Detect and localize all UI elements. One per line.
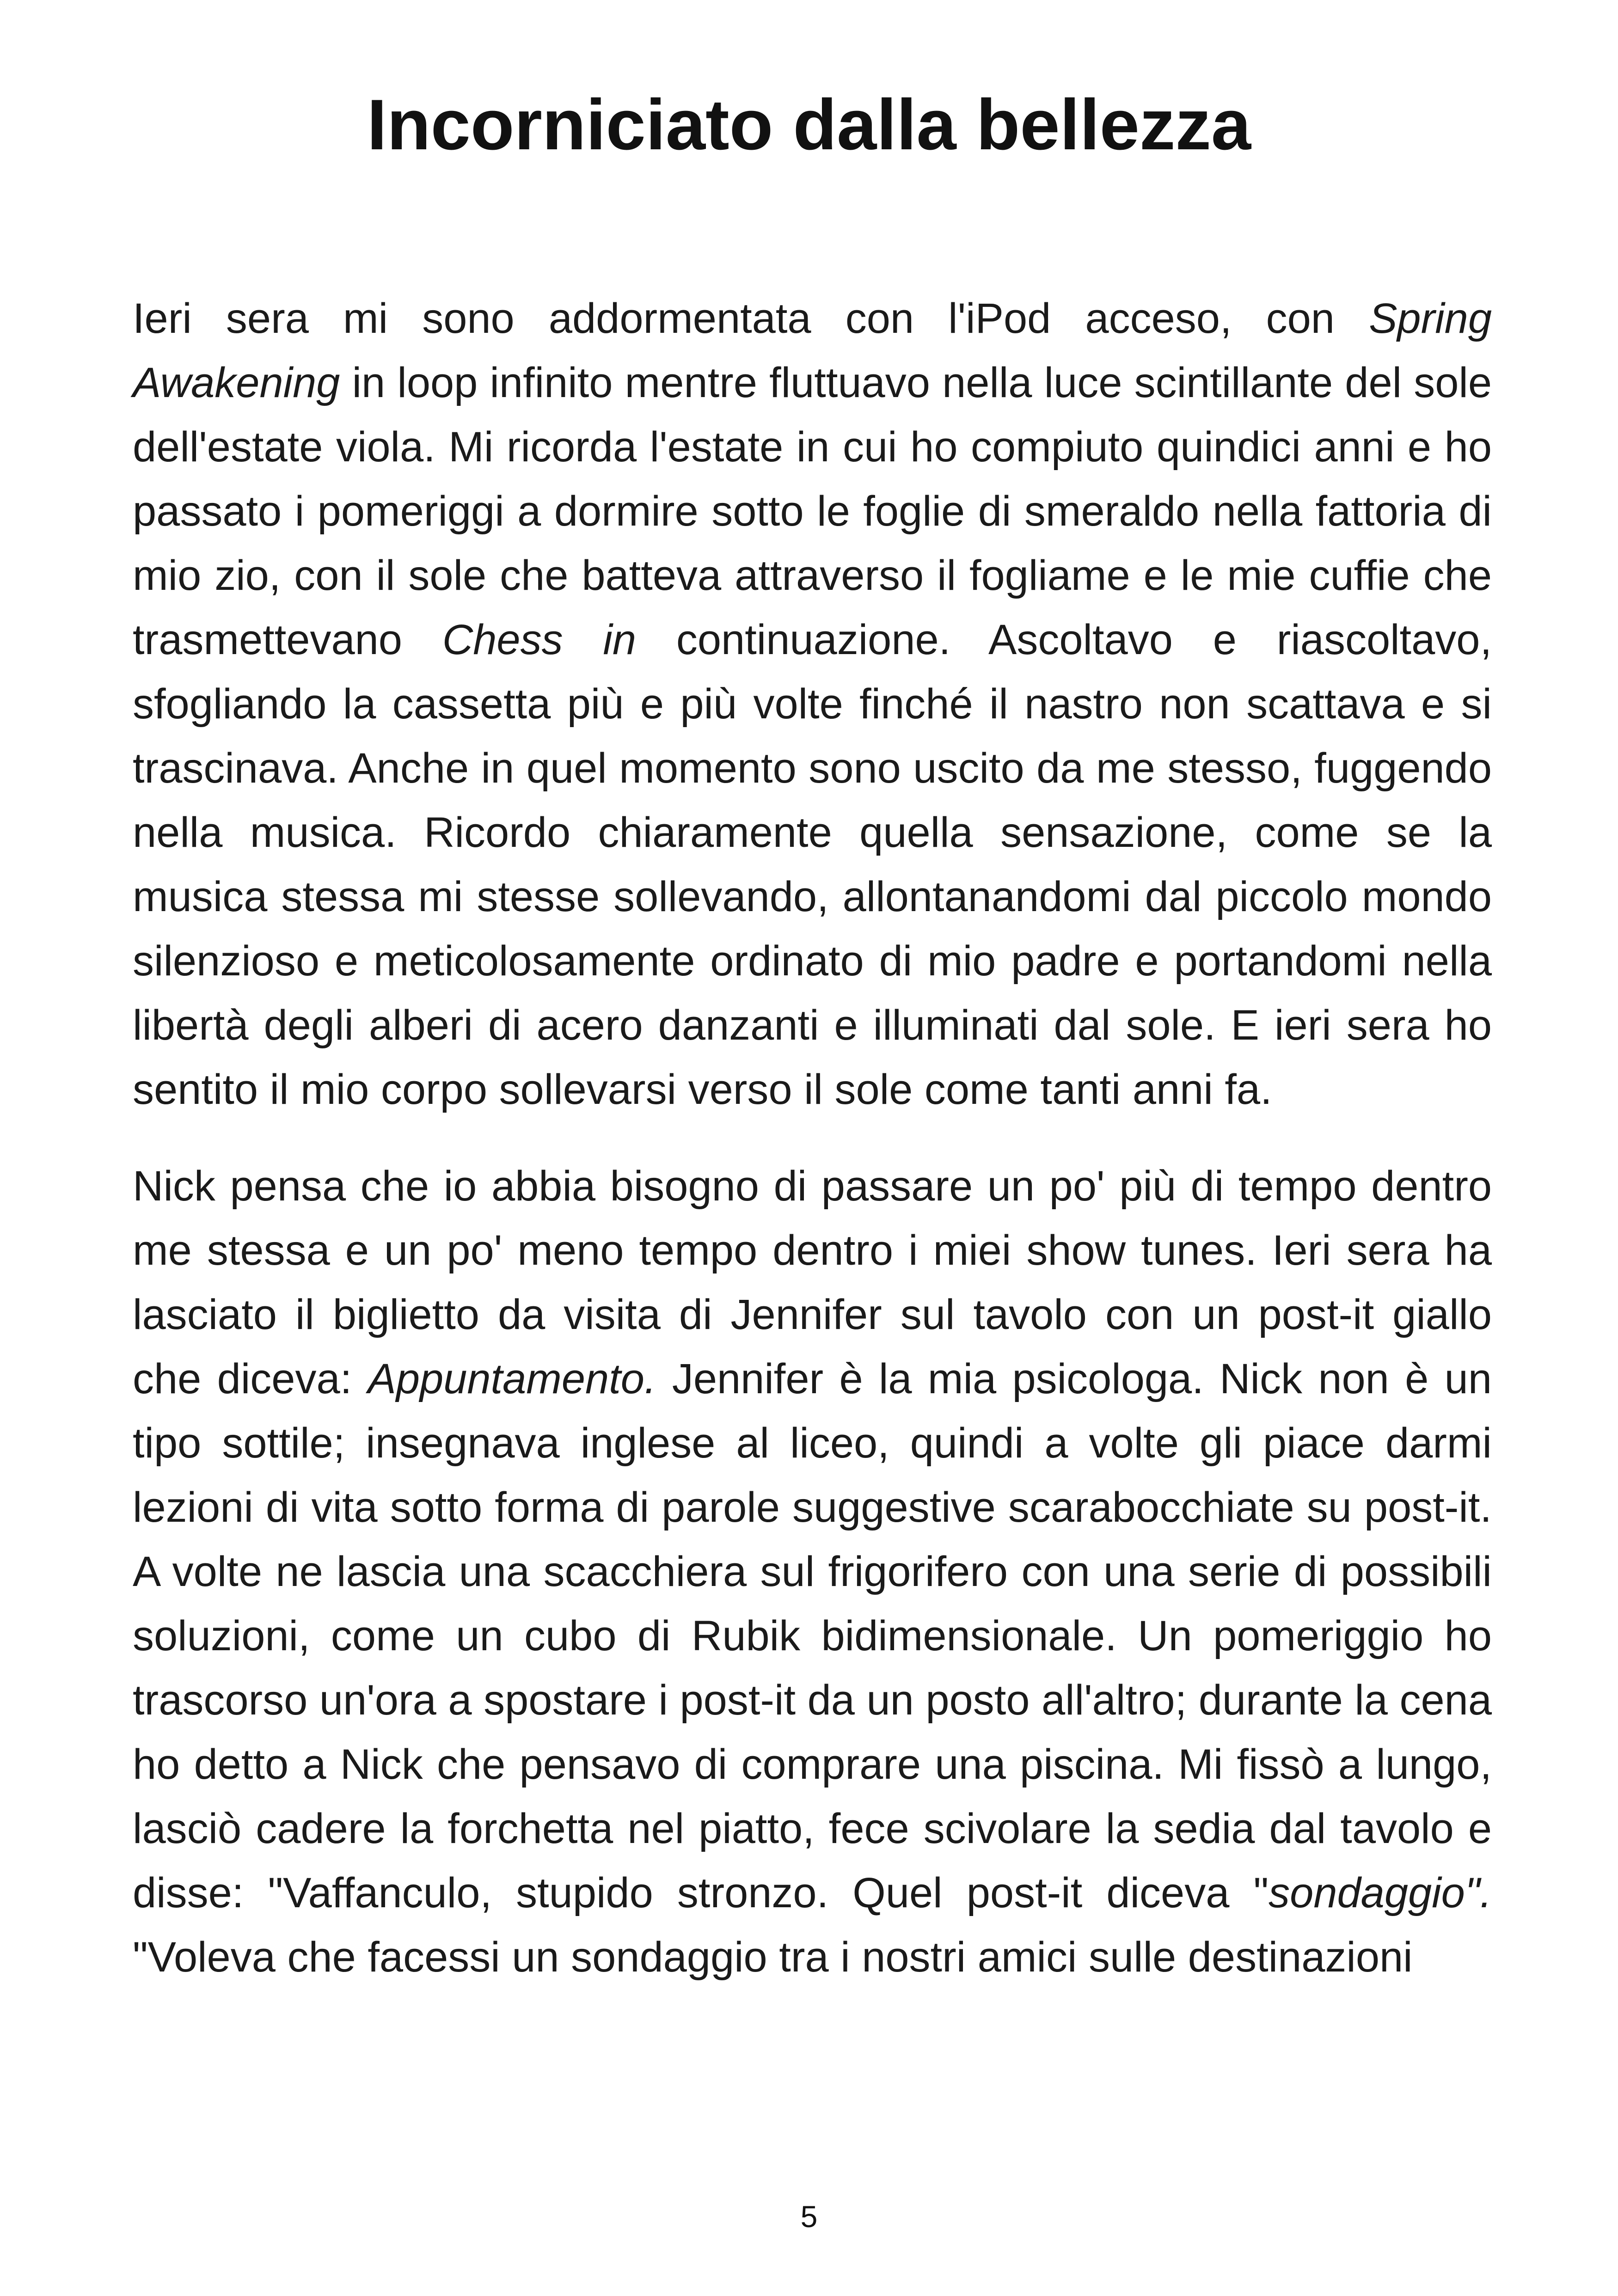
paragraph-span: in loop infinito mentre fluttuavo nella luce scintillante del sole dell'estate viola. Mi ricorda l'estate in cui ho compiuto quindici anni e ho passato i pomeriggi a dormire sotto le foglie di smeraldo nella fattoria di mio zio, con il sole che batteva attraverso il fogliame e le mie cuffie che trasmettevano — [133, 359, 1492, 663]
paragraph-span: Jennifer è la mia psicologa. Nick non è un tipo sottile; insegnava inglese al liceo, quindi a volte gli piace darmi lezioni di vita sotto forma di parole suggestive scarabocchiate su post-it. A volte ne lascia una scacchiera sul frigorifero con una serie di possibili soluzioni, come un cubo di Rubik bidimensionale. Un pomeriggio ho trascorso un'ora a spostare i post-it da un posto all'altro; durante la cena ho detto a Nick che pensavo di comprare una piscina. Mi fissò a lungo, lasciò cadere la forchetta nel piatto, fece scivolare la sedia dal tavolo e disse: "Vaffanculo, stupido stronzo. Quel post-it diceva " — [133, 1355, 1492, 1916]
paragraph-span: Ieri sera mi sono addormentata con l'iPod acceso, con — [133, 295, 1369, 342]
paragraph-span: "Voleva che facessi un sondaggio tra i nostri amici sulle destinazioni — [133, 1934, 1413, 1981]
page-number: 5 — [800, 2199, 818, 2234]
paragraph-span: continuazione. Ascoltavo e riascoltavo, sfogliando la cassetta più e più volte finché il nastro non scattava e si trascinava. Anche in quel momento sono uscito da me stesso, fuggendo nella musica. Ricordo chiaramente quella sensazione, come se la musica stessa mi stesse sollevando, allontanandomi dal piccolo mondo silenzioso e meticolosamente ordinato di mio padre e portandomi nella libertà degli alberi di acero danzanti e illuminati dal sole. E ieri sera ho sentito il mio corpo sollevarsi verso il sole come tanti anni fa. — [133, 616, 1492, 1113]
page-title: Incorniciato dalla bellezza — [367, 85, 1251, 165]
paragraph-span: Nick pensa che io abbia bisogno di passare un po' più di tempo dentro me stessa e un po' meno tempo dentro i miei show tunes. Ieri sera ha lasciato il biglietto da visita di Jennifer sul tavolo con un post-it giallo che diceva: — [133, 1163, 1492, 1402]
italic-title-chess: Chess in — [442, 616, 637, 663]
italic-word-sondaggio: sondaggio". — [1269, 1869, 1492, 1916]
italic-word-appuntamento: Appuntamento. — [368, 1355, 656, 1402]
paragraph-2 — [133, 1154, 1492, 1990]
italic-title-spring-awakening: Spring Awakening — [133, 295, 1492, 406]
paragraph-1 — [133, 287, 1492, 1122]
body-text — [133, 287, 1492, 2022]
